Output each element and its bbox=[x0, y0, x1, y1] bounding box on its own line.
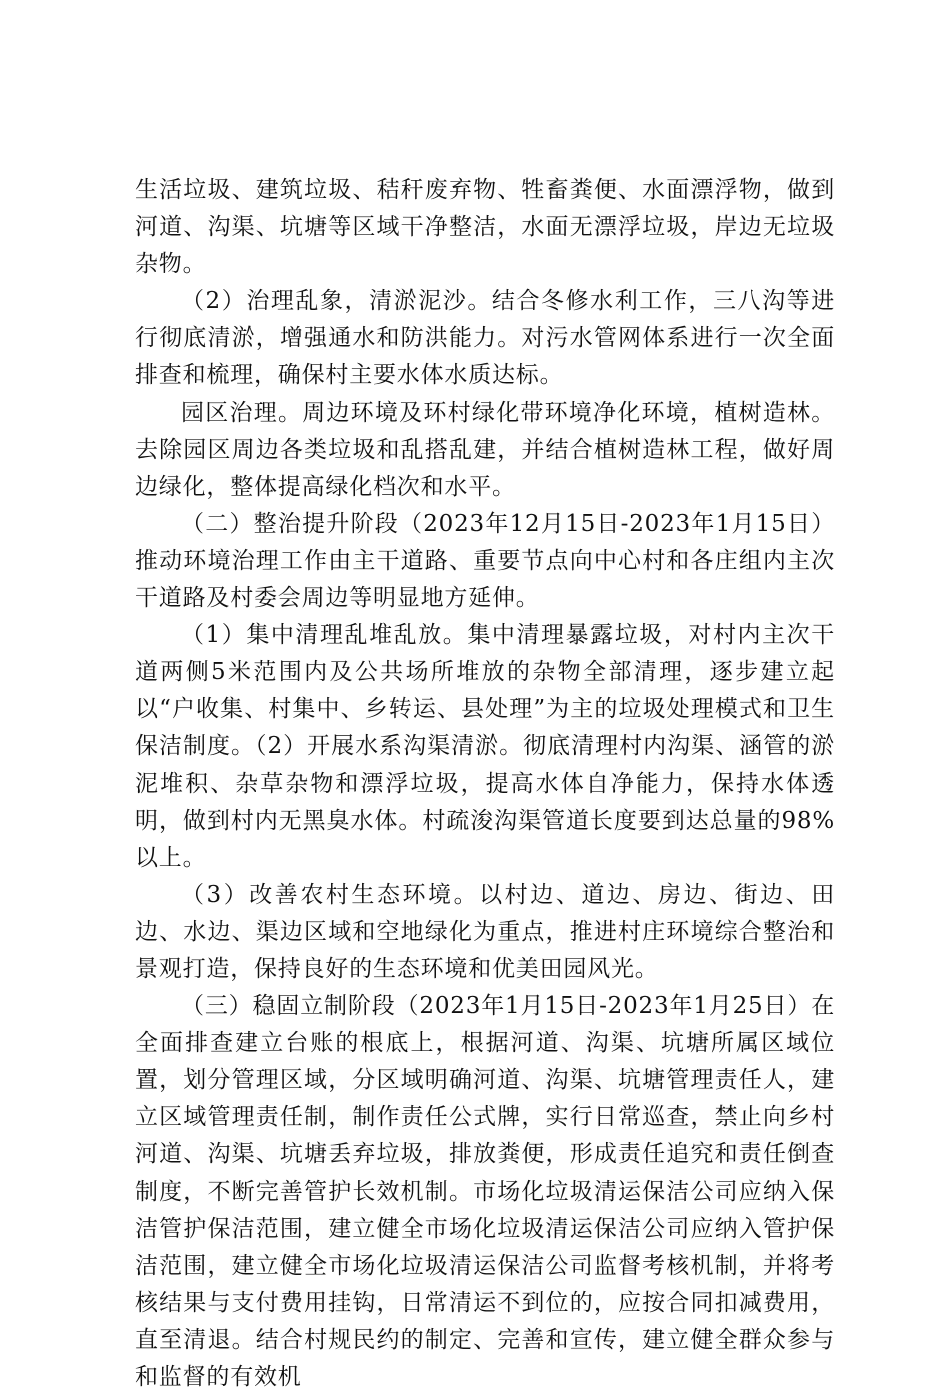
paragraph-park-governance: 园区治理。周边环境及环村绿化带环境净化环境，植树造林。去除园区周边各类垃圾和乱搭乱建，并结合植树造林工程，做好周边绿化，整体提高绿化档次和水平。 bbox=[135, 399, 835, 500]
document-body bbox=[135, 172, 835, 1396]
paragraph-stage-two-cleanup: （1）集中清理乱堆乱放。集中清理暴露垃圾，对村内主次干道两侧5米范围内及公共场所堆放的杂物全部清理，逐步建立起以“户收集、村集中、乡转运、县处理”为主的垃圾处理模式和卫生保洁制度。（2）开展水系沟渠清淤。彻底清理村内沟渠、涵管的淤泥堆积、杂草杂物和漂浮垃圾，提高水体自净能力，保持水体透明，做到村内无黑臭水体。村疏浚沟渠管道长度要到达总量的98%以上。 bbox=[135, 622, 835, 871]
paragraph-dredging: （2）治理乱象，清淤泥沙。结合冬修水利工作，三八沟等进行彻底清淤，增强通水和防洪能力。对污水管网体系进行一次全面排查和梳理，确保村主要水体水质达标。 bbox=[135, 288, 835, 389]
paragraph-stage-three: （三）稳固立制阶段（2023年1月15日-2023年1月25日）在全面排查建立台账的根底上，根据河道、沟渠、坑塘所属区域位置，划分管理区域，分区域明确河道、沟渠、坑塘管理责任人，建立区域管理责任制，制作责任公式牌，实行日常巡查，禁止向乡村河道、沟渠、坑塘丢弃垃圾，排放粪便，形成责任追究和责任倒查制度，不断完善管护长效机制。市场化垃圾清运保洁公司应纳入保洁管护保洁范围，建立健全市场化垃圾清运保洁公司应纳入管护保洁范围，建立健全市场化垃圾清运保洁公司监督考核机制，并将考核结果与支付费用挂钩，日常清运不到位的，应按合同扣减费用，直至清退。结合村规民约的制定、完善和宣传，建立健全群众参与和监督的有效机 bbox=[135, 993, 835, 1390]
paragraph-ecology: （3）改善农村生态环境。以村边、道边、房边、街边、田边、水边、渠边区域和空地绿化为重点，推进村庄环境综合整治和景观打造，保持良好的生态环境和优美田园风光。 bbox=[135, 881, 835, 982]
paragraph-continuation: 生活垃圾、建筑垃圾、秸秆废弃物、牲畜粪便、水面漂浮物，做到河道、沟渠、坑塘等区域干净整洁，水面无漂浮垃圾，岸边无垃圾杂物。 bbox=[135, 177, 835, 278]
paragraph-stage-two-heading: （二）整治提升阶段（2023年12月15日-2023年1月15日）推动环境治理工作由主干道路、重要节点向中心村和各庄组内主次干道路及村委会周边等明显地方延伸。 bbox=[135, 510, 835, 612]
